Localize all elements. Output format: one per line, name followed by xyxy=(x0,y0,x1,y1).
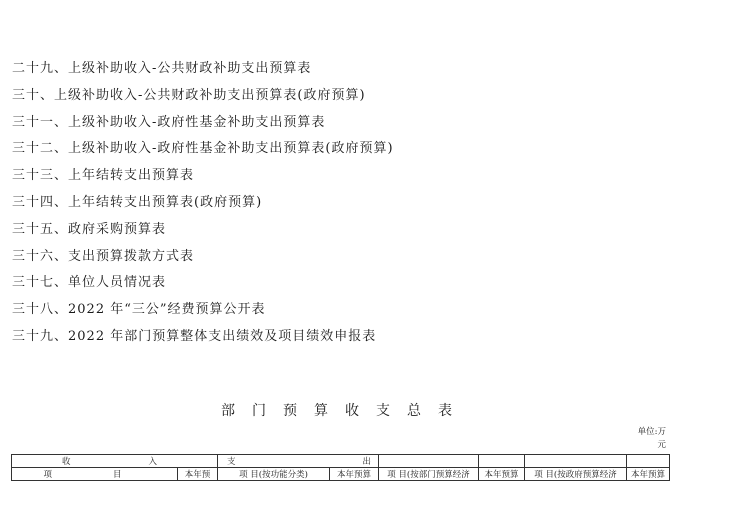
table-cell xyxy=(525,455,627,468)
table-cell xyxy=(379,455,479,468)
item-header-char: 项 xyxy=(43,470,52,480)
function-item-header: 项 目(按功能分类) xyxy=(218,468,330,481)
expense-header-char: 支 xyxy=(227,457,236,467)
toc-item: 三十四、上年结转支出预算表(政府预算) xyxy=(12,194,263,210)
budget-summary-table xyxy=(11,454,670,481)
income-header-char: 收 xyxy=(61,457,71,467)
budget-header: 本年预算 xyxy=(479,468,525,481)
gov-economic-item-header: 项 目(按政府预算经济 xyxy=(525,468,627,481)
budget-header: 本年预算 xyxy=(627,468,670,481)
item-header-char: 目 xyxy=(112,470,122,480)
income-header-char: 入 xyxy=(148,457,157,467)
budget-header: 本年预算 xyxy=(330,468,379,481)
table-header-row xyxy=(12,455,670,468)
item-header xyxy=(12,468,178,481)
toc-item: 三十八、2022 年“三公”经费预算公开表 xyxy=(12,302,266,318)
income-budget-header: 本年预 xyxy=(178,468,218,481)
unit-label xyxy=(628,426,666,452)
toc-item: 三十九、2022 年部门预算整体支出绩效及项目绩效申报表 xyxy=(12,328,377,344)
unit-label-line2: 元 xyxy=(657,440,666,450)
toc-item: 三十、上级补助收入-公共财政补助支出预算表(政府预算) xyxy=(12,87,366,103)
toc-item: 三十二、上级补助收入-政府性基金补助支出预算表(政府预算) xyxy=(12,141,394,157)
table-subheader-row xyxy=(12,468,670,481)
dept-economic-item-header: 项 目(按部门预算经济 xyxy=(379,468,479,481)
toc-item: 三十一、上级补助收入-政府性基金补助支出预算表 xyxy=(12,114,326,130)
table-cell xyxy=(627,455,670,468)
expense-header xyxy=(218,455,379,468)
toc-item: 三十七、单位人员情况表 xyxy=(12,275,167,291)
income-header xyxy=(12,455,218,468)
expense-header-char: 出 xyxy=(362,457,371,467)
toc-item: 三十六、支出预算拨款方式表 xyxy=(12,248,195,264)
table-cell xyxy=(479,455,525,468)
table-of-contents xyxy=(12,56,732,351)
table-title: 部门预算收支总表 xyxy=(221,403,469,419)
toc-item: 二十九、上级补助收入-公共财政补助支出预算表 xyxy=(12,61,312,76)
unit-label-line1: 单位:万 xyxy=(637,427,666,437)
toc-item: 三十五、政府采购预算表 xyxy=(12,221,167,237)
toc-item: 三十三、上年结转支出预算表 xyxy=(12,168,195,184)
